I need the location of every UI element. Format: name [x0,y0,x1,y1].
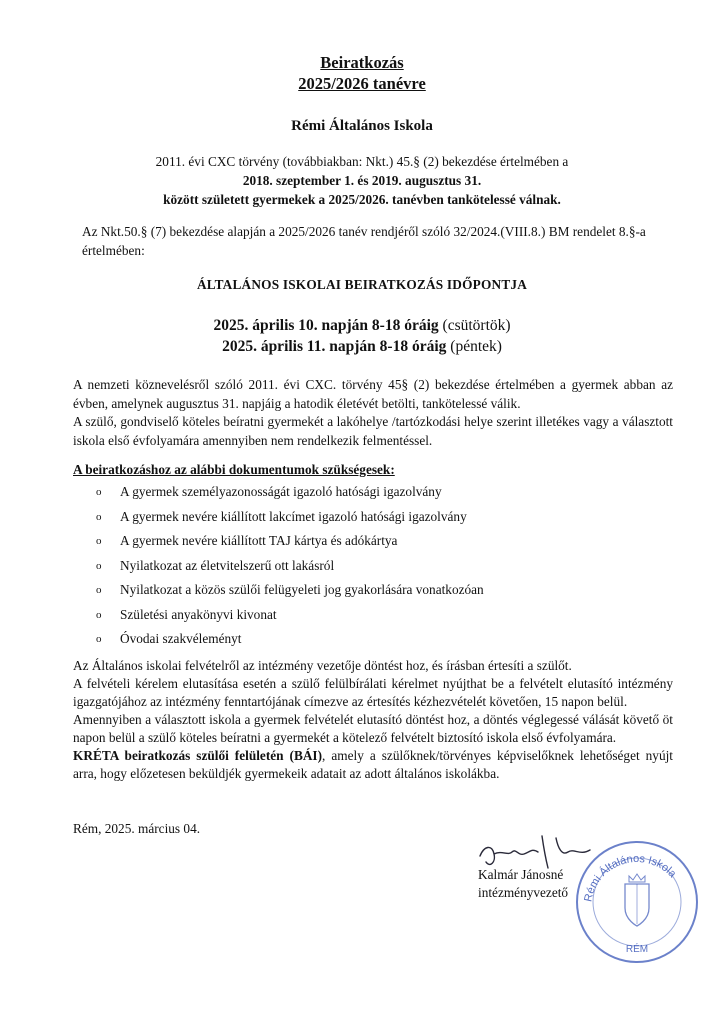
bullet-icon: o [96,559,102,572]
signer-block [478,866,568,902]
bullet-icon: o [96,584,102,596]
list-item: o A gyermek személyazonosságát igazoló hatósági igazolvány [96,480,656,505]
documents-list [96,480,656,652]
legal-basis-paragraph: Az Nkt.50.§ (7) bekezdése alapján a 2025/2026 tanév rendjéről szóló 32/2024.(VIII.8.) BM rendelet 8.§-a értelmében: [82,224,646,258]
intro-line-1: 2011. évi CXC törvény (továbbiakban: Nkt.) 45.§ (2) bekezdése értelmében a [155,154,569,169]
signer-title: intézményvezető [478,885,569,900]
signer-name: Kalmár Jánosné [478,867,564,882]
procedure-kreta: KRÉTA beiratkozás szülői felületén (BÁI), amely a szülőknek/törvényes képviselőknek lehetőséget nyújt arra, hogy előzetesen beküldjék gyermekeik adatait az adott általános iskolákba. [73,748,673,781]
intro-paragraph [0,152,724,209]
enrollment-dates [0,315,724,357]
procedure-decision: Az Általános iskolai felvételről az intézmény vezetője döntést hoz, és írásban értesíti a szülőt. [73,658,572,673]
enrollment-date-2: 2025. április 11. napján 8-18 óráig (péntek) [222,338,502,355]
svg-text:RÉM: RÉM [625,944,649,955]
procedure-rejection: Amennyiben a választott iskola a gyermek felvételét elutasító döntést hoz, a döntés véglegessé válását követő öt napon belül a szülő köteles beíratni a gyermekét a kötelező felvételt biztosító iskola első évfolyamára. [73,712,673,745]
bullet-icon: o [96,510,102,523]
section-title: ÁLTALÁNOS ISKOLAI BEIRATKOZÁS IDŐPONTJA [196,277,528,292]
svg-text:Rémi Általános Iskola: Rémi Általános Iskola [582,852,679,903]
list-item: o Születési anyakönyvi kivonat [96,603,656,628]
intro-line-3: között született gyermekek a 2025/2026. tanévben tankötelessé válnak. [163,192,561,207]
bullet-icon: o [96,608,102,621]
legal-info-paragraph [73,376,673,450]
procedure-appeal: A felvételi kérelem elutasítása esetén a szülő felülbírálati kérelmet nyújthat be a felvételt elutasító intézmény igazgatójához az intézmény fenntartójának címezve az értesítés kézhezvételét követően, 15 napon belül. [73,676,673,709]
title-line-2: 2025/2026 tanévre [298,74,426,93]
list-item: o Óvodai szakvéleményt [96,627,656,652]
school-stamp [573,838,701,966]
list-item: o A gyermek nevére kiállított lakcímet igazoló hatósági igazolvány [96,505,656,530]
procedure-paragraphs [73,657,673,783]
document-date: Rém, 2025. március 04. [73,821,201,836]
school-name: Rémi Általános Iskola [291,118,433,134]
document-title [0,52,724,94]
list-item: o Nyilatkozat a közös szülői felügyeleti jog gyakorlására vonatkozóan [96,578,656,603]
list-item: o A gyermek nevére kiállított TAJ kártya és adókártya [96,529,656,554]
legal-info-sentence-1: A nemzeti köznevelésről szóló 2011. évi CXC. törvény 45§ (2) bekezdése értelmében a gyermek abban az évben, amelynek augusztus 31. napjáig a hatodik életévét betölti, tankötelessé válik. [73,377,673,411]
enrollment-date-1: 2025. április 10. napján 8-18 óráig (csütörtök) [213,317,511,334]
bullet-icon: o [96,535,102,547]
documents-heading: A beiratkozáshoz az alábbi dokumentumok szükségesek: [73,462,395,477]
bullet-icon: o [96,633,102,645]
list-item: o Nyilatkozat az életvitelszerű ott lakásról [96,554,656,579]
title-line-1: Beiratkozás [320,53,404,72]
legal-info-sentence-2: A szülő, gondviselő köteles beíratni gyermekét a lakóhelye /tartózkodási helye szerint illetékes vagy a választott iskola első évfolyamára amennyiben nem rendelkezik felmentéssel. [73,414,673,448]
bullet-icon: o [96,486,102,498]
intro-line-2: 2018. szeptember 1. és 2019. augusztus 31. [242,173,482,188]
